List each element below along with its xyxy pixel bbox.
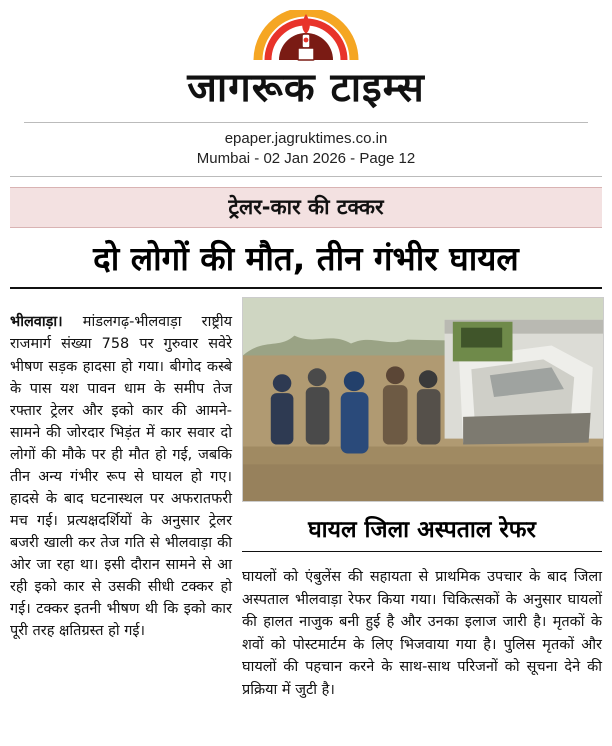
article-body (0, 297, 612, 716)
kicker-container (0, 187, 612, 228)
article-kicker: ट्रेलर-कार की टक्कर (10, 187, 602, 228)
sub-headline-divider (242, 551, 602, 552)
masthead-divider (24, 122, 588, 123)
accident-photo-image (243, 298, 603, 501)
article-left-column (10, 297, 232, 716)
epaper-url[interactable]: epaper.jagruktimes.co.in (224, 130, 388, 147)
sub-paragraph: घायलों को एंबुलेंस की सहायता से प्राथमिक उपचार के बाद जिला अस्पताल भीलवाड़ा रेफर किया गया। चिकित्सकों के अनुसार घायलों की हालत नाजुक बनी हुई है और उनका इलाज जारी है। मृतकों के शवों को पोस्टमार्टम के लिए भिजवाया गया है। पुलिस मृतकों और घायलों की पहचान करने के साथ-साथ परिजनों को सूचना देने की प्रक्रिया में जुटी है। (242, 569, 603, 698)
masthead-divider-2 (10, 176, 602, 177)
article-right-column (242, 297, 602, 716)
dateline: भीलवाड़ा। (10, 314, 63, 331)
paper-name: जागरूक टाइम्स (187, 65, 425, 111)
article-headline: दो लोगों की मौत, तीन गंभीर घायल (93, 239, 519, 278)
lead-text: मांडलगढ़-भीलवाड़ा राष्ट्रीय राजमार्ग संख्या 758 पर गुरुवार सवेरे भीषण सड़क हादसा हो गया। बीगोद कस्बे के पास यश पावन धाम के समीप तेज रफ्तार ट्रेलर और इको कार की आमने-सामने की जोरदार भिड़ंत में कार सवार दो लोगों की मौके पर ही मौत हो गई, जबकि तीन अन्य गंभीर रूप से घायल हो गए। हादसे के बाद घटनास्थल पर अफरातफरी मच गई। प्रत्यक्षदर्शियों के अनुसार ट्रेलर बजरी खाली कर तेज गति से भीलवाड़ा की ओर जा रहा था। इसी दौरान सामने से आ रही इको कार से उसकी सीधी टक्कर हो गई। टक्कर इतनी भीषण थी कि इको कार पूरी तरह क्षतिग्रस्त हो गई। (10, 314, 232, 639)
sub-headline: घायल जिला अस्पताल रेफर (308, 516, 536, 543)
sun-temple-flame-icon (246, 10, 366, 64)
newspaper-logo (0, 10, 612, 64)
masthead (0, 0, 612, 177)
lead-paragraph (10, 311, 232, 641)
headline-divider (10, 287, 602, 289)
accident-photo (242, 297, 604, 502)
edition-line: Mumbai - 02 Jan 2026 - Page 12 (196, 150, 416, 167)
